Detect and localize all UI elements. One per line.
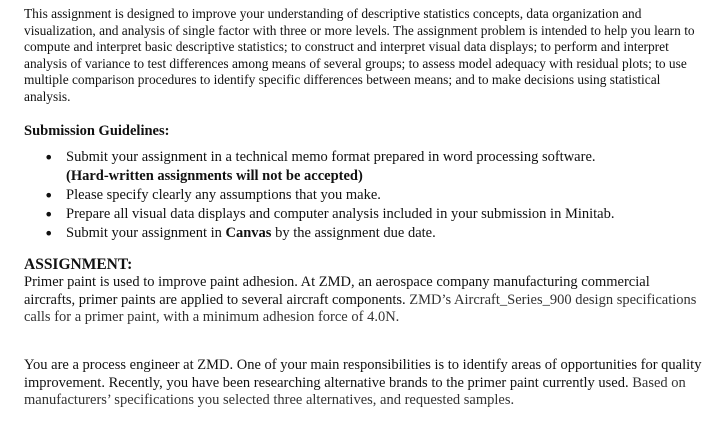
canvas-label: Canvas bbox=[225, 225, 272, 241]
guideline-text: Please specify clearly any assumptions that you make. bbox=[66, 187, 381, 203]
paragraph-text: Based on manufacturers’ specifications you selected three alternatives, and requested samples. bbox=[24, 374, 686, 409]
intro-paragraph: This assignment is designed to improve your understanding of descriptive statistics concepts, data organization and visualization, and analysis of single factor with three or more levels. The assignment problem is intended to help you learn to compute and interpret basic descriptive statistics; to construct and interpret visual data displays; to perform and interpret analysis of variance to test differences among means of several groups; to assess model adequacy with residual plots; to use multiple comparison procedures to identify specific differences between means; and to make decisions using statistical analysis. bbox=[24, 6, 695, 104]
paragraph-text: Primer paint is used to improve paint adhesion. At ZMD, an aerospace company manufacturing commercial aircrafts, primer paints are applied to several aircraft components. bbox=[24, 274, 650, 308]
guideline-text: Submit your assignment in bbox=[66, 225, 226, 241]
submission-guidelines-heading: Submission Guidelines: bbox=[24, 123, 170, 139]
assignment-paragraph-1 bbox=[24, 274, 704, 327]
paragraph-text: You are a process engineer at ZMD. One of your main responsibilities is to identify areas of opportunities for quality improvement. Recently, you have been researching alternative brands to the primer paint currently used. bbox=[24, 357, 702, 391]
paragraph-text: ZMD’s Aircraft_Series_900 design specifications calls for a primer paint, with a minimum adhesion force of 4.0N. bbox=[24, 291, 697, 326]
guideline-text: Prepare all visual data displays and computer analysis included in your submission in Minitab. bbox=[66, 206, 615, 222]
submission-guidelines-list bbox=[40, 148, 680, 243]
assignment-heading: ASSIGNMENT: bbox=[24, 256, 133, 273]
assignment-paragraph-2 bbox=[24, 357, 704, 410]
guideline-item bbox=[40, 224, 680, 243]
guideline-item bbox=[40, 148, 680, 186]
guideline-item bbox=[40, 205, 680, 224]
guideline-bold-note: (Hard-written assignments will not be accepted) bbox=[66, 168, 363, 184]
guideline-text: by the assignment due date. bbox=[271, 225, 436, 241]
guideline-text: Submit your assignment in a technical memo format prepared in word processing software. bbox=[66, 149, 596, 165]
guideline-item bbox=[40, 186, 680, 205]
